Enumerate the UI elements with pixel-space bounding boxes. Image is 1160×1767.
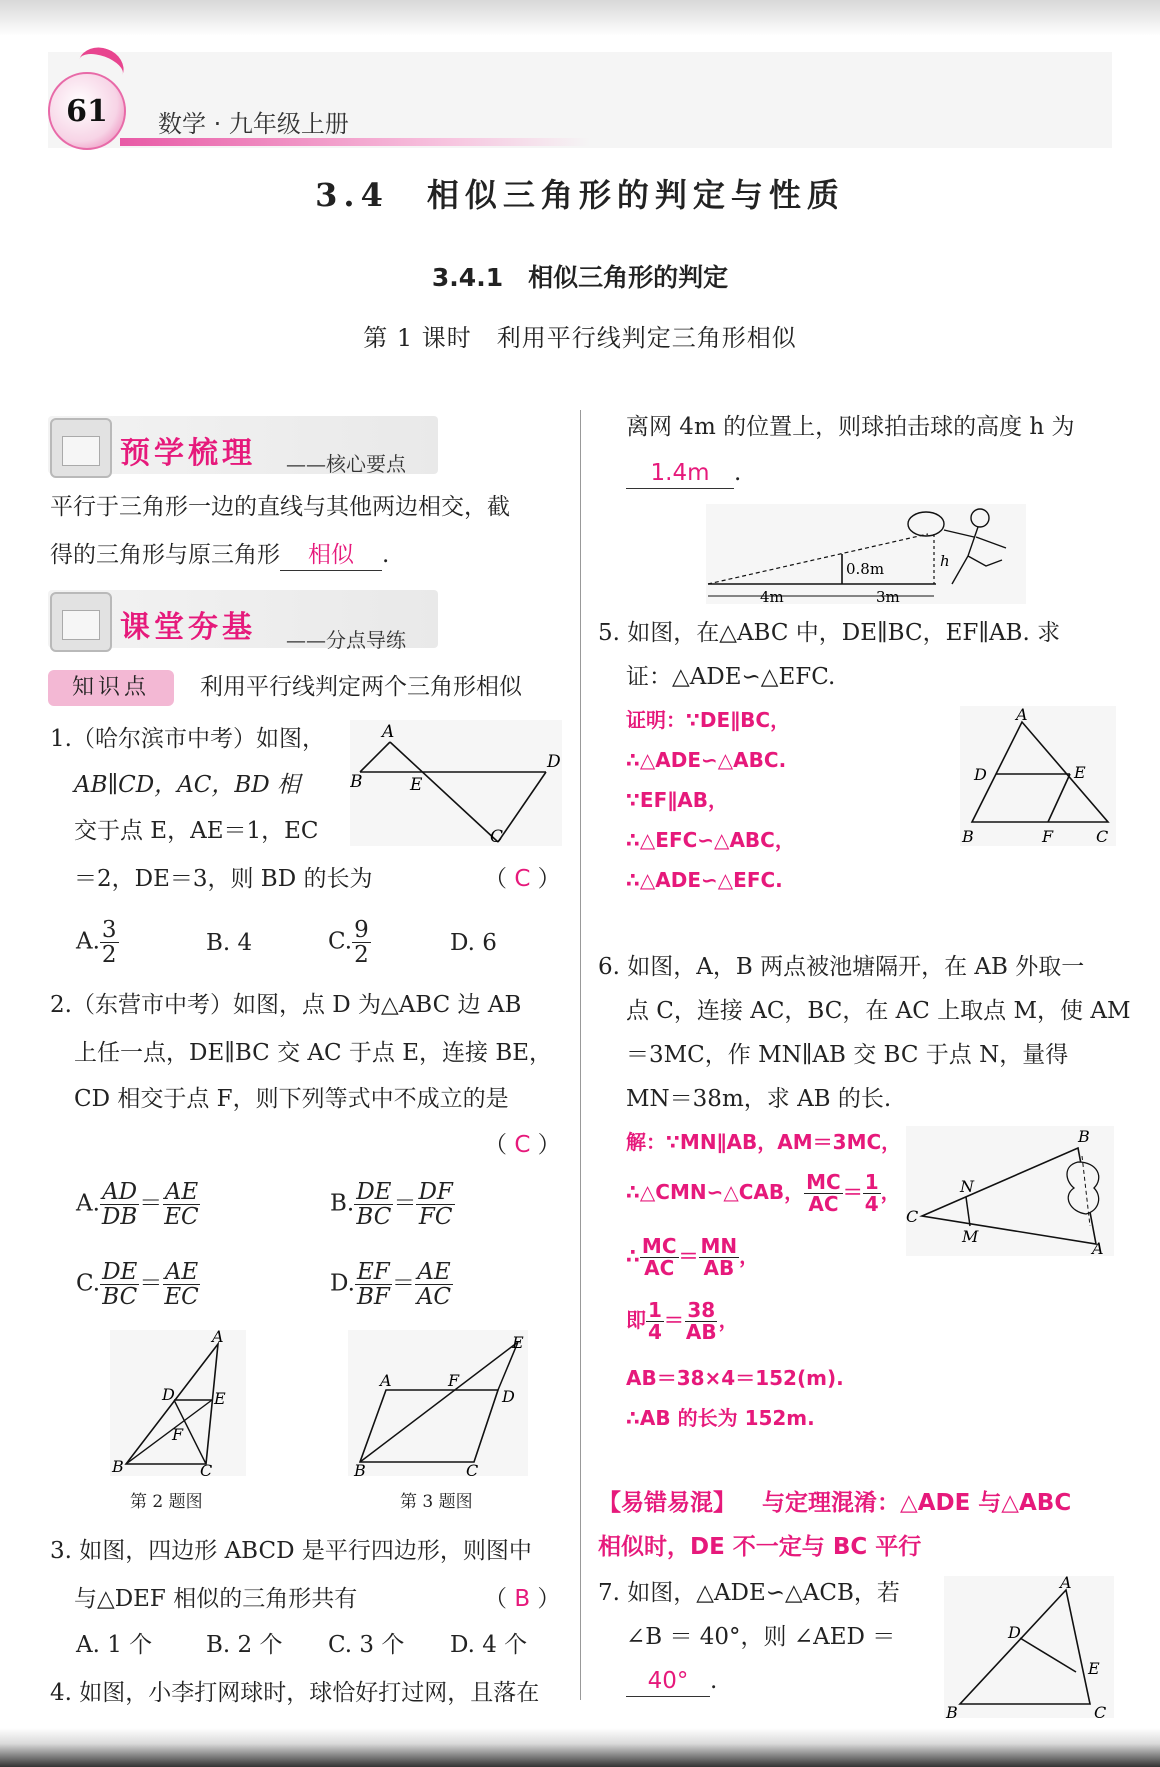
q1-option-d: D. 6 xyxy=(450,930,497,956)
q1-answer-bracket: （ C ） xyxy=(484,866,561,892)
q7-figure xyxy=(944,1576,1114,1718)
q5-label-f: F xyxy=(1042,827,1054,846)
q6-sol4-f1-num: 1 xyxy=(648,1298,662,1322)
q1-option-a-num: 3 xyxy=(101,917,117,943)
section-title: 3.4 相似三角形的判定与性质 xyxy=(315,176,845,214)
q6-sol2-prefix: ∴△CMN∽△CAB， xyxy=(626,1180,805,1204)
summary-answer: 相似 xyxy=(280,542,382,571)
top-shadow-bar xyxy=(0,0,1160,36)
q1-label-d: D xyxy=(547,752,561,772)
q6-label-m: M xyxy=(962,1227,979,1246)
q4-suffix: . xyxy=(734,460,742,486)
book-title: 数学 · 九年级上册 xyxy=(158,110,349,138)
q2-line-1: 2.（东营市中考）如图，点 D 为△ABC 边 AB xyxy=(50,992,522,1018)
q2-option-a-l-num: AD xyxy=(102,1179,138,1205)
q5-label-e: E xyxy=(1074,763,1086,782)
q2-option-d-frac-left xyxy=(355,1260,392,1309)
q3-option-b: B. 2 个 xyxy=(206,1632,283,1658)
q2-option-d: D. $\frac{EF}{BF}$ ＝ $\frac{AE}{AC}$ xyxy=(330,1259,452,1311)
q2-figure-caption: 第 2 题图 xyxy=(130,1492,203,1512)
q5-proof-5: ∴△ADE∽△EFC. xyxy=(626,868,783,892)
q6-solution-4 xyxy=(626,1300,739,1343)
q6-sol4-frac2 xyxy=(684,1300,719,1343)
q1-option-c xyxy=(328,918,371,967)
page-number-badge xyxy=(48,72,126,150)
q3-label-d: D xyxy=(502,1387,515,1406)
q7-label-b: B xyxy=(946,1703,958,1718)
q1-option-a-den: 2 xyxy=(101,942,117,969)
bottom-shadow-bar xyxy=(0,1728,1160,1767)
q7-line-1: 7. 如图，△ADE∽△ACB，若 xyxy=(598,1580,900,1606)
q1-line-1: 1.（哈尔滨市中考）如图， xyxy=(50,726,325,752)
q4-line-1: 4. 如图，小李打网球时，球恰好打过网，且落在 xyxy=(50,1680,540,1706)
q2-label-d: D xyxy=(162,1385,175,1404)
q6-solution-3 xyxy=(626,1236,759,1279)
q6-line-4: MN＝38m，求 AB 的长. xyxy=(626,1086,892,1112)
backpack-icon xyxy=(50,592,112,652)
q6-label-a: A xyxy=(1092,1239,1104,1256)
q7-label-a: A xyxy=(1060,1576,1072,1592)
class-title: 课堂夯基 xyxy=(120,610,256,645)
q2-option-d-l-num: EF xyxy=(357,1259,390,1285)
q6-sol4-f2-den: AB xyxy=(685,1320,717,1344)
q4-h-label: h xyxy=(940,552,950,570)
q6-solution-2 xyxy=(626,1172,901,1215)
q2-option-d-r-num: AE xyxy=(417,1259,451,1285)
q1-option-c-den: 2 xyxy=(354,942,369,969)
q6-figure xyxy=(906,1126,1114,1256)
knowledge-point-text: 利用平行线判定两个三角形相似 xyxy=(200,674,522,700)
q2-figure xyxy=(110,1330,246,1476)
q2-option-d-frac-right xyxy=(415,1260,453,1309)
q4-answer-line xyxy=(626,460,741,489)
q2-option-c-r-den: EC xyxy=(164,1284,199,1311)
summary-suffix: . xyxy=(382,542,390,568)
q1-answer: C xyxy=(514,866,531,892)
q5-label-d: D xyxy=(974,765,987,784)
q6-sol3-suffix: ， xyxy=(739,1244,760,1268)
q1-line-2: AB∥CD，AC，BD 相 xyxy=(74,772,301,798)
q5-proof-2: ∴△ADE∽△ABC. xyxy=(626,748,787,772)
q2-option-a-frac-left xyxy=(100,1180,139,1229)
q4-line-2: 离网 4m 的位置上，则球拍击球的高度 h 为 xyxy=(626,414,1075,440)
q6-sol2-frac2 xyxy=(863,1172,881,1215)
q1-option-b: B. 4 xyxy=(206,930,253,956)
q3-label-a: A xyxy=(380,1371,392,1390)
q4-d1-label: 4m xyxy=(760,588,784,604)
q2-option-a: A. $\frac{AD}{DB}$ ＝ $\frac{AE}{EC}$ xyxy=(76,1179,199,1231)
q5-label-b: B xyxy=(962,827,974,846)
q2-option-b-r-num: DF xyxy=(418,1179,453,1205)
q6-sol3-f1-den: AC xyxy=(644,1256,675,1280)
q7-suffix: . xyxy=(710,1668,718,1694)
q3-option-d: D. 4 个 xyxy=(450,1632,528,1658)
q7-label-d: D xyxy=(1008,1623,1021,1642)
q2-option-d-l-den: BF xyxy=(356,1284,390,1311)
q6-sol2-f2-num: 1 xyxy=(864,1170,879,1194)
q2-option-c-frac-left xyxy=(100,1260,139,1309)
q1-option-a-frac xyxy=(100,918,119,967)
q2-option-d-r-den: AC xyxy=(416,1284,452,1311)
q2-answer-bracket: （ C ） xyxy=(484,1132,561,1158)
lesson-title: 第 1 课时 利用平行线判定三角形相似 xyxy=(363,324,797,352)
q5-line-1: 5. 如图，在△ABC 中，DE∥BC，EF∥AB. 求 xyxy=(598,620,1061,646)
q6-sol4-f2-num: 38 xyxy=(687,1298,716,1322)
q2-option-c-r-num: AE xyxy=(164,1259,199,1285)
subsection-title: 3.4.1 相似三角形的判定 xyxy=(431,263,729,292)
q6-sol2-f2-den: 4 xyxy=(864,1192,879,1216)
q6-sol3-frac1 xyxy=(640,1236,679,1279)
q2-option-c: C. $\frac{DE}{BC}$ ＝ $\frac{AE}{EC}$ xyxy=(76,1259,199,1311)
q3-answer-bracket: （ B ） xyxy=(484,1586,561,1612)
page-number: 61 xyxy=(66,93,108,129)
q6-solution-6: ∴AB 的长为 152m. xyxy=(626,1406,815,1430)
q6-sol3-prefix: ∴ xyxy=(626,1244,640,1268)
q7-label-c: C xyxy=(1094,1703,1107,1718)
tip-line-2: 相似时，DE 不一定与 BC 平行 xyxy=(598,1534,922,1560)
q1-option-a xyxy=(76,918,119,967)
q5-line-2: 证：△ADE∽△EFC. xyxy=(626,664,836,690)
q6-sol4-suffix: ， xyxy=(718,1308,739,1332)
q1-option-c-num: 9 xyxy=(354,917,369,943)
q3-label-c: C xyxy=(466,1461,479,1476)
column-divider xyxy=(580,410,581,1700)
q7-answer: 40° xyxy=(626,1668,710,1697)
q2-option-d-label: D. xyxy=(330,1270,355,1297)
q6-solution-5: AB＝38×4＝152(m). xyxy=(626,1366,844,1390)
knowledge-point-tag: 知识点 xyxy=(48,670,174,706)
summary-line-2 xyxy=(50,542,389,571)
q4-figure-bg xyxy=(706,504,1026,604)
q6-sol2-suffix: ， xyxy=(880,1180,901,1204)
q4-net-label: 0.8m xyxy=(846,560,885,578)
q2-label-a: A xyxy=(212,1330,224,1346)
q7-line-2: ∠B ＝ 40°，则 ∠AED ＝ xyxy=(626,1624,896,1650)
q6-sol3-f1-num: MC xyxy=(641,1234,677,1258)
q1-option-c-label: C. xyxy=(328,928,353,955)
q6-sol4-eq: ＝ xyxy=(663,1308,684,1332)
q3-label-b: B xyxy=(354,1461,366,1476)
q7-answer-line xyxy=(626,1668,717,1697)
q3-option-a: A. 1 个 xyxy=(76,1632,153,1658)
summary-prefix: 得的三角形与原三角形 xyxy=(50,542,280,568)
q1-label-a: A xyxy=(382,722,395,742)
q3-line-1: 3. 如图，四边形 ABCD 是平行四边形，则图中 xyxy=(50,1538,532,1564)
q6-sol2-eq: ＝ xyxy=(842,1180,863,1204)
q2-option-b-frac-left xyxy=(354,1180,393,1229)
q2-option-c-frac-right xyxy=(162,1260,200,1309)
q6-sol3-f2-num: MN xyxy=(700,1234,738,1258)
q5-proof-4: ∴△EFC∽△ABC， xyxy=(626,828,795,852)
q2-line-3: CD 相交于点 F，则下列等式中不成立的是 xyxy=(74,1086,509,1112)
q3-figure xyxy=(348,1330,528,1476)
q2-label-c: C xyxy=(200,1461,213,1476)
q2-option-b-l-den: BC xyxy=(356,1204,392,1231)
q1-label-e: E xyxy=(410,775,423,795)
q1-label-b: B xyxy=(350,772,363,792)
q1-line-4: ＝2，DE＝3，则 BD 的长为 xyxy=(74,866,373,892)
q1-label-c: C xyxy=(490,827,504,846)
q2-option-b-label: B. xyxy=(330,1190,355,1217)
q2-option-a-r-num: AE xyxy=(164,1179,199,1205)
q2-label-e: E xyxy=(214,1389,226,1408)
q6-label-c: C xyxy=(906,1207,919,1226)
q3-option-c: C. 3 个 xyxy=(328,1632,405,1658)
q2-option-a-r-den: EC xyxy=(164,1204,199,1231)
q5-figure xyxy=(960,706,1116,846)
q5-label-a: A xyxy=(1016,706,1028,724)
q6-sol3-frac2 xyxy=(699,1236,740,1279)
q1-line-3: 交于点 E，AE＝1，EC xyxy=(74,818,319,844)
preview-subtitle: ——核心要点 xyxy=(286,452,406,476)
q6-sol2-f1-num: MC xyxy=(806,1170,841,1194)
q6-sol2-frac1 xyxy=(804,1172,843,1215)
q2-option-c-l-num: DE xyxy=(102,1259,138,1285)
q3-answer: B xyxy=(514,1586,531,1612)
tip-line-1: 与定理混淆：△ADE 与△ABC xyxy=(762,1490,1072,1516)
q6-line-2: 点 C，连接 AC，BC，在 AC 上取点 M，使 AM xyxy=(626,998,1131,1024)
q1-option-a-label: A. xyxy=(76,928,100,955)
summary-line-1: 平行于三角形一边的直线与其他两边相交，截 xyxy=(50,494,510,520)
q2-answer: C xyxy=(514,1132,531,1158)
q4-answer: 1.4m xyxy=(626,460,734,489)
preview-title: 预学梳理 xyxy=(120,436,256,471)
q1-figure xyxy=(350,720,562,846)
q2-option-b: B. $\frac{DE}{BC}$ ＝ $\frac{DF}{FC}$ xyxy=(330,1179,453,1231)
class-subtitle: ——分点导练 xyxy=(286,628,406,652)
q6-solution-1: 解：∵MN∥AB，AM＝3MC， xyxy=(626,1130,902,1154)
q3-label-f: F xyxy=(448,1371,460,1390)
q5-proof-3: ∵EF∥AB， xyxy=(626,788,728,812)
q4-d2-label: 3m xyxy=(876,588,900,604)
q2-option-b-r-den: FC xyxy=(418,1204,453,1231)
q3-figure-caption: 第 3 题图 xyxy=(400,1492,473,1512)
q6-sol2-f1-den: AC xyxy=(808,1192,839,1216)
header-underline xyxy=(120,138,590,146)
q6-line-1: 6. 如图，A，B 两点被池塘隔开，在 AB 外取一 xyxy=(598,954,1085,980)
q2-label-f: F xyxy=(172,1425,184,1444)
q2-label-b: B xyxy=(112,1457,124,1476)
q2-option-a-l-den: DB xyxy=(101,1204,138,1231)
q3-label-e: E xyxy=(512,1333,524,1352)
q4-figure xyxy=(706,504,1026,604)
q7-label-e: E xyxy=(1088,1659,1100,1678)
q1-option-c-frac xyxy=(352,918,371,967)
q6-sol4-f1-den: 4 xyxy=(648,1320,662,1344)
school-icon xyxy=(50,418,112,478)
q2-option-c-l-den: BC xyxy=(102,1284,138,1311)
q6-sol4-prefix: 即 xyxy=(626,1308,646,1332)
tip-tag: 【易错易混】 xyxy=(598,1490,736,1516)
q6-line-3: ＝3MC，作 MN∥AB 交 BC 于点 N，量得 xyxy=(626,1042,1069,1068)
q6-sol3-eq: ＝ xyxy=(678,1244,699,1268)
q2-option-c-label: C. xyxy=(76,1270,101,1297)
q5-proof-1: 证明：∵DE∥BC， xyxy=(626,708,791,732)
q2-line-2: 上任一点，DE∥BC 交 AC 于点 E，连接 BE， xyxy=(74,1040,553,1066)
q5-label-c: C xyxy=(1096,827,1109,846)
q6-sol3-f2-den: AB xyxy=(703,1256,735,1280)
q2-option-b-l-num: DE xyxy=(356,1179,392,1205)
q2-option-b-frac-right xyxy=(416,1180,454,1229)
q3-line-2: 与△DEF 相似的三角形共有 xyxy=(74,1586,358,1612)
q2-option-a-label: A. xyxy=(76,1190,100,1217)
q6-label-b: B xyxy=(1078,1127,1090,1146)
q6-label-n: N xyxy=(960,1177,974,1196)
q6-sol4-frac1 xyxy=(646,1300,664,1343)
q2-option-a-frac-right xyxy=(162,1180,200,1229)
